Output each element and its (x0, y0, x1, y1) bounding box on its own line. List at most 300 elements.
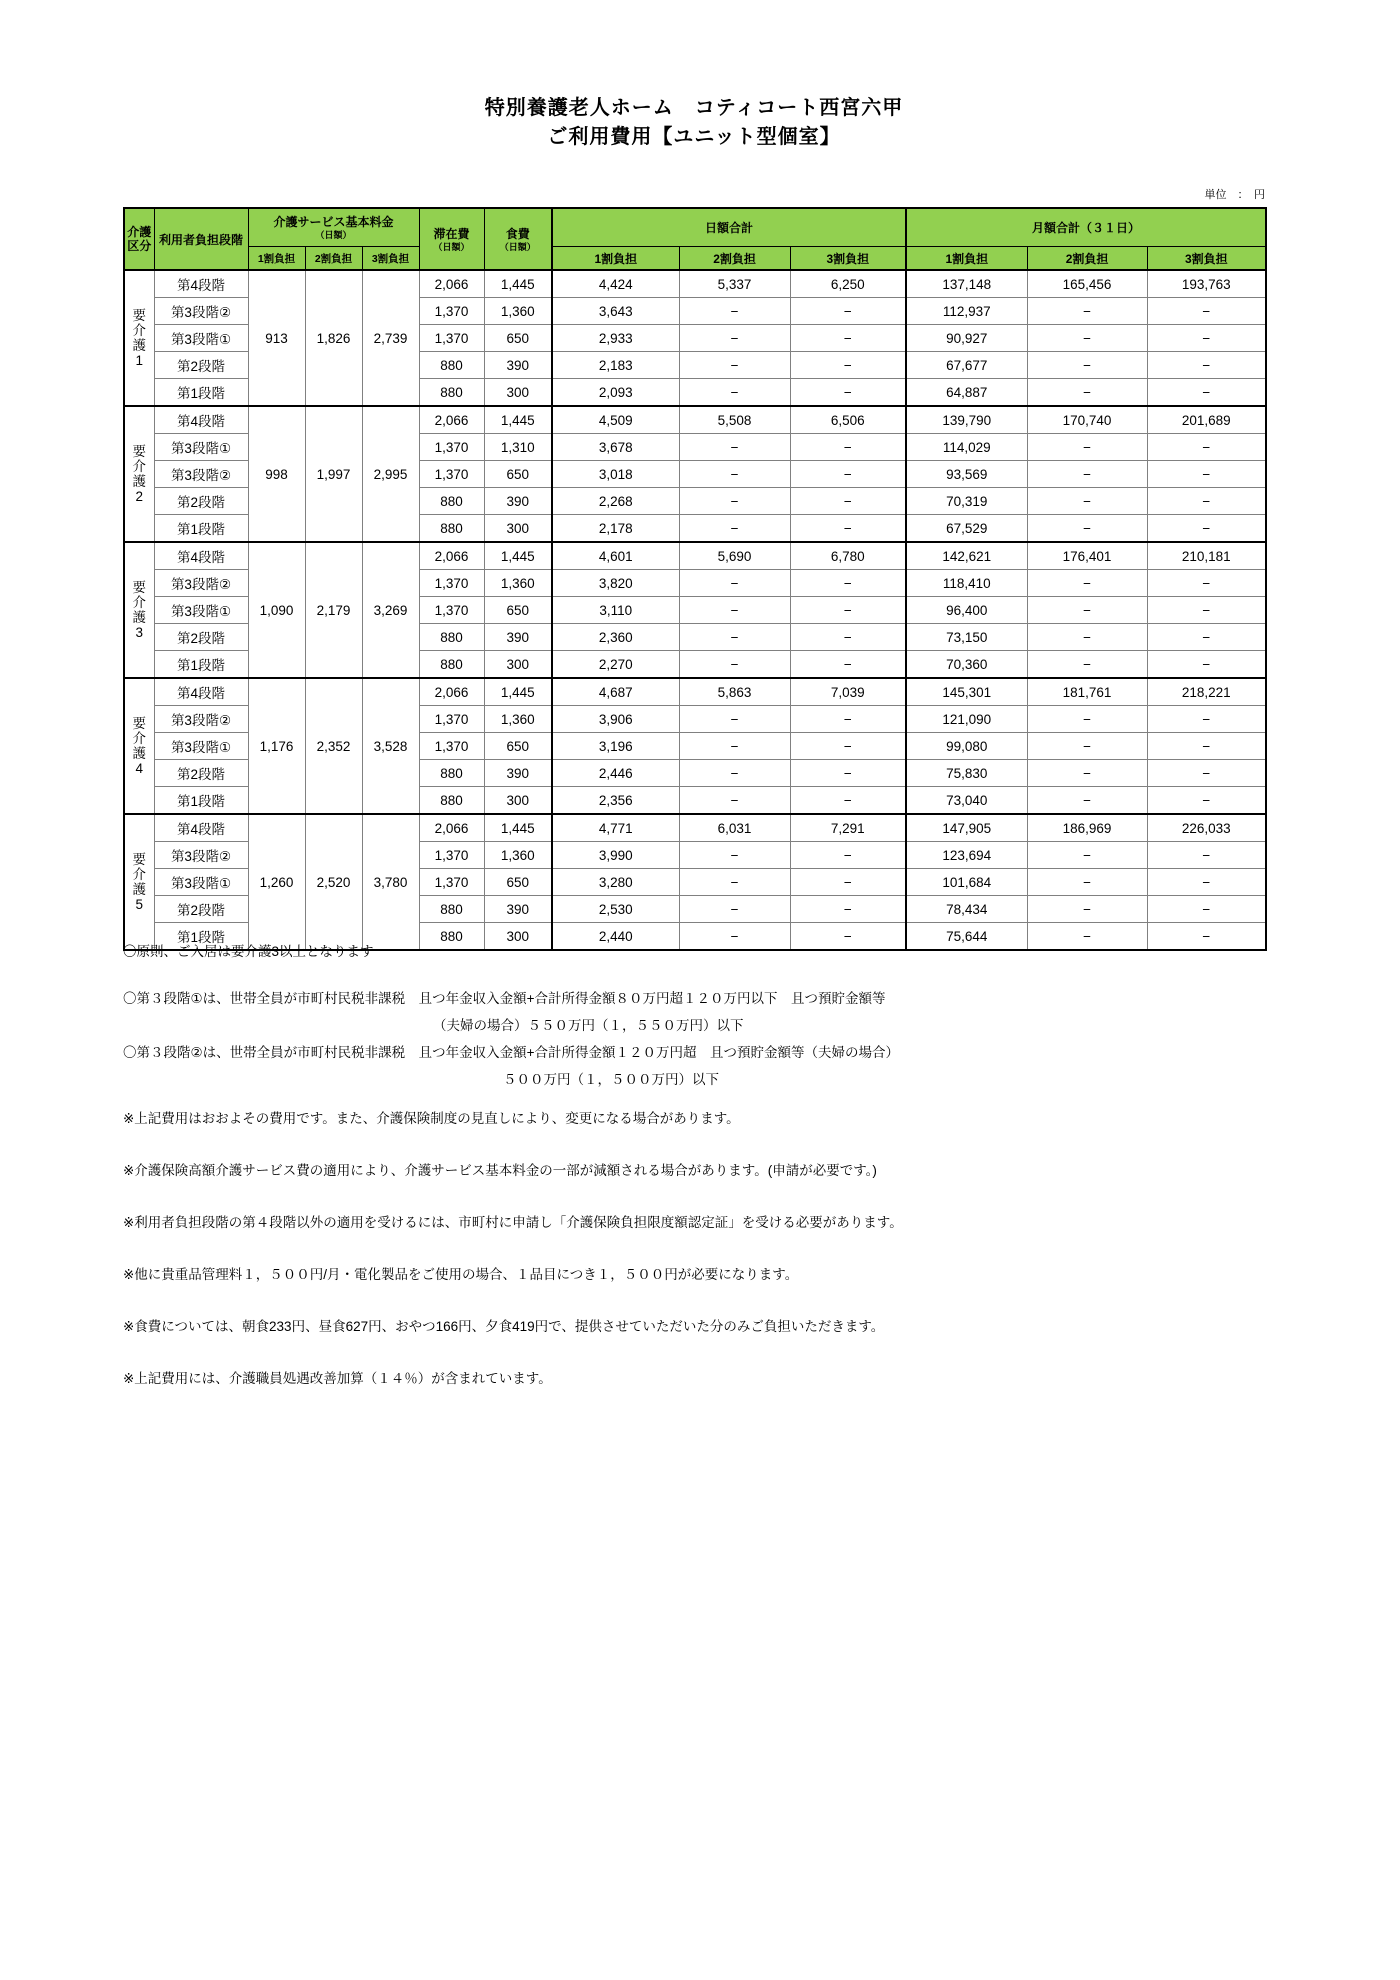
stay-fee-cell: 2,066 (419, 814, 484, 842)
monthly-total-cell-burden3: − (1147, 515, 1266, 543)
stay-fee-cell: 2,066 (419, 270, 484, 298)
care-level-char: 3 (135, 625, 143, 640)
daily-total-cell-burden2: − (679, 597, 790, 624)
monthly-total-cell-burden1: 64,887 (906, 379, 1027, 407)
stay-fee-cell: 880 (419, 379, 484, 407)
monthly-total-cell-burden3: − (1147, 706, 1266, 733)
col-header-daily-total: 日額合計 (552, 208, 906, 247)
burden-stage-cell: 第2段階 (154, 352, 248, 379)
monthly-total-cell-burden2: − (1027, 570, 1147, 597)
stay-fee-cell: 1,370 (419, 325, 484, 352)
daily-total-cell-burden1: 2,530 (552, 896, 679, 923)
daily-total-cell-burden3: − (790, 488, 906, 515)
meal-fee-cell: 650 (484, 461, 552, 488)
monthly-total-cell-burden2: 170,740 (1027, 406, 1147, 434)
note-stage3-1-continuation: （夫婦の場合）５５０万円（１，５５０万円）以下 (433, 1018, 744, 1033)
burden-stage-cell: 第1段階 (154, 787, 248, 815)
monthly-total-cell-burden2: − (1027, 651, 1147, 679)
stay-fee-cell: 1,370 (419, 733, 484, 760)
daily-total-cell-burden3: 6,780 (790, 542, 906, 570)
meal-fee-cell: 390 (484, 624, 552, 651)
note-treatment-improvement: ※上記費用には、介護職員処遇改善加算（１４％）が含まれています。 (123, 1371, 552, 1386)
subheader-monthly-burden-3: 3割負担 (1147, 247, 1266, 271)
meal-fee-cell: 1,360 (484, 706, 552, 733)
care-level-char: 要 (132, 580, 146, 595)
burden-stage-cell: 第1段階 (154, 651, 248, 679)
monthly-total-cell-burden3: − (1147, 352, 1266, 379)
monthly-total-cell-burden2: 176,401 (1027, 542, 1147, 570)
daily-total-cell-burden2: − (679, 352, 790, 379)
burden-stage-cell: 第4段階 (154, 542, 248, 570)
monthly-total-cell-burden3: 210,181 (1147, 542, 1266, 570)
daily-total-cell-burden2: − (679, 379, 790, 407)
daily-total-cell-burden3: − (790, 760, 906, 787)
subheader-monthly-burden-2: 2割負担 (1027, 247, 1147, 271)
daily-total-cell-burden1: 4,509 (552, 406, 679, 434)
monthly-total-cell-burden2: − (1027, 597, 1147, 624)
col-header-meal-fee (484, 208, 552, 270)
daily-total-cell-burden3: − (790, 706, 906, 733)
daily-total-cell-burden2: − (679, 570, 790, 597)
care-level-cell (124, 678, 154, 814)
monthly-total-cell-burden3: − (1147, 651, 1266, 679)
care-level-char: 1 (135, 353, 143, 368)
stay-fee-cell: 880 (419, 352, 484, 379)
daily-total-cell-burden1: 2,360 (552, 624, 679, 651)
base-fee-cell-burden3: 3,269 (362, 542, 419, 678)
base-fee-daily-note: （日額） (315, 230, 352, 240)
meal-fee-cell: 1,445 (484, 406, 552, 434)
base-fee-cell-burden3: 2,739 (362, 270, 419, 406)
daily-total-cell-burden3: − (790, 733, 906, 760)
daily-total-cell-burden2: − (679, 515, 790, 543)
monthly-total-cell-burden3: − (1147, 570, 1266, 597)
subheader-monthly-burden-1: 1割負担 (906, 247, 1027, 271)
care-level-char: 護 (132, 610, 146, 625)
daily-total-cell-burden3: 7,039 (790, 678, 906, 706)
daily-total-cell-burden1: 2,440 (552, 923, 679, 951)
daily-total-cell-burden2: 5,690 (679, 542, 790, 570)
meal-fee-cell: 300 (484, 515, 552, 543)
note-burden-limit-certification: ※利用者負担段階の第４段階以外の適用を受けるには、市町村に申請し「介護保険負担限度額認定証」を受ける必要があります。 (123, 1215, 903, 1230)
daily-total-cell-burden1: 2,268 (552, 488, 679, 515)
daily-total-cell-burden3: 7,291 (790, 814, 906, 842)
monthly-total-cell-burden2: − (1027, 787, 1147, 815)
monthly-total-cell-burden2: − (1027, 896, 1147, 923)
monthly-total-cell-burden1: 121,090 (906, 706, 1027, 733)
base-fee-label: 介護サービス基本料金 (273, 215, 394, 229)
daily-total-cell-burden3: − (790, 923, 906, 951)
monthly-total-cell-burden3: − (1147, 488, 1266, 515)
monthly-total-cell-burden2: − (1027, 298, 1147, 325)
monthly-total-cell-burden2: − (1027, 325, 1147, 352)
daily-total-cell-burden2: − (679, 760, 790, 787)
stay-fee-cell: 1,370 (419, 842, 484, 869)
monthly-total-cell-burden2: − (1027, 733, 1147, 760)
monthly-total-cell-burden2: 186,969 (1027, 814, 1147, 842)
stay-fee-cell: 880 (419, 923, 484, 951)
monthly-total-cell-burden3: − (1147, 896, 1266, 923)
care-level-cell (124, 406, 154, 542)
subheader-base-burden-3: 3割負担 (362, 247, 419, 271)
meal-fee-cell: 390 (484, 352, 552, 379)
stay-fee-cell: 2,066 (419, 542, 484, 570)
care-level-cell (124, 270, 154, 406)
stay-fee-label: 滞在費 (433, 226, 470, 241)
stay-fee-cell: 1,370 (419, 597, 484, 624)
monthly-total-cell-burden3: − (1147, 733, 1266, 760)
page-title-line1: 特別養護老人ホーム コティコート西宮六甲 (484, 97, 904, 119)
daily-total-cell-burden1: 3,820 (552, 570, 679, 597)
base-fee-cell-burden2: 1,997 (305, 406, 362, 542)
meal-fee-cell: 1,310 (484, 434, 552, 461)
daily-total-cell-burden1: 2,446 (552, 760, 679, 787)
fee-table-body (124, 270, 1266, 950)
meal-fee-cell: 650 (484, 733, 552, 760)
stay-fee-cell: 880 (419, 515, 484, 543)
burden-stage-cell: 第4段階 (154, 814, 248, 842)
meal-fee-cell: 390 (484, 760, 552, 787)
stay-fee-cell: 1,370 (419, 298, 484, 325)
care-level-char: 要 (132, 716, 146, 731)
daily-total-cell-burden2: − (679, 325, 790, 352)
monthly-total-cell-burden1: 147,905 (906, 814, 1027, 842)
monthly-total-cell-burden3: − (1147, 624, 1266, 651)
burden-stage-cell: 第1段階 (154, 923, 248, 951)
stay-fee-daily-note: （日額） (433, 241, 470, 252)
daily-total-cell-burden1: 2,178 (552, 515, 679, 543)
stay-fee-cell: 880 (419, 787, 484, 815)
daily-total-cell-burden1: 2,356 (552, 787, 679, 815)
daily-total-cell-burden2: − (679, 461, 790, 488)
monthly-total-cell-burden1: 139,790 (906, 406, 1027, 434)
daily-total-cell-burden1: 4,424 (552, 270, 679, 298)
daily-total-cell-burden1: 2,933 (552, 325, 679, 352)
monthly-total-cell-burden3: − (1147, 325, 1266, 352)
burden-stage-cell: 第2段階 (154, 896, 248, 923)
fee-table (123, 207, 1267, 951)
col-header-stay-fee (419, 208, 484, 270)
subheader-daily-burden-1: 1割負担 (552, 247, 679, 271)
monthly-total-cell-burden2: − (1027, 461, 1147, 488)
care-level-char: 要 (132, 852, 146, 867)
stay-fee-cell: 1,370 (419, 706, 484, 733)
monthly-total-cell-burden2: 165,456 (1027, 270, 1147, 298)
daily-total-cell-burden1: 2,270 (552, 651, 679, 679)
col-header-care-category (124, 208, 154, 270)
daily-total-cell-burden1: 3,990 (552, 842, 679, 869)
stay-fee-cell: 1,370 (419, 434, 484, 461)
stay-fee-cell: 1,370 (419, 461, 484, 488)
meal-fee-cell: 650 (484, 325, 552, 352)
base-fee-cell-burden2: 2,352 (305, 678, 362, 814)
monthly-total-cell-burden2: − (1027, 869, 1147, 896)
subheader-base-burden-1: 1割負担 (248, 247, 305, 271)
fee-table-wrap (123, 207, 1267, 951)
stay-fee-cell: 880 (419, 624, 484, 651)
daily-total-cell-burden3: − (790, 325, 906, 352)
note-valuables-fee: ※他に貴重品管理料１，５００円/月・電化製品をご使用の場合、１品目につき１，５００円が必要になります。 (123, 1267, 799, 1282)
meal-fee-daily-note: （日額） (499, 241, 536, 252)
note-fee-approximate: ※上記費用はおおよその費用です。また、介護保険制度の見直しにより、変更になる場合があります。 (123, 1111, 740, 1126)
page-title-line2: ご利用費用【ユニット型個室】 (547, 126, 841, 148)
monthly-total-cell-burden1: 114,029 (906, 434, 1027, 461)
daily-total-cell-burden2: − (679, 298, 790, 325)
daily-total-cell-burden1: 3,280 (552, 869, 679, 896)
monthly-total-cell-burden1: 67,529 (906, 515, 1027, 543)
subheader-daily-burden-2: 2割負担 (679, 247, 790, 271)
daily-total-cell-burden1: 3,678 (552, 434, 679, 461)
daily-total-cell-burden1: 3,196 (552, 733, 679, 760)
care-level-char: 2 (135, 489, 143, 504)
meal-fee-cell: 650 (484, 869, 552, 896)
daily-total-cell-burden3: − (790, 434, 906, 461)
monthly-total-cell-burden2: − (1027, 624, 1147, 651)
subheader-daily-burden-3: 3割負担 (790, 247, 906, 271)
meal-fee-cell: 300 (484, 787, 552, 815)
burden-stage-cell: 第3段階② (154, 298, 248, 325)
note-admission-requirement: 〇原則、ご入居は要介護3以上となります (123, 944, 374, 959)
meal-fee-cell: 1,445 (484, 814, 552, 842)
daily-total-cell-burden3: − (790, 624, 906, 651)
burden-stage-cell: 第4段階 (154, 406, 248, 434)
monthly-total-cell-burden1: 123,694 (906, 842, 1027, 869)
care-level-cell (124, 542, 154, 678)
meal-fee-cell: 300 (484, 379, 552, 407)
meal-fee-cell: 1,445 (484, 678, 552, 706)
care-level-char: 介 (132, 459, 146, 474)
daily-total-cell-burden2: − (679, 896, 790, 923)
daily-total-cell-burden3: − (790, 869, 906, 896)
monthly-total-cell-burden2: − (1027, 923, 1147, 951)
base-fee-cell-burden3: 3,780 (362, 814, 419, 950)
monthly-total-cell-burden2: − (1027, 352, 1147, 379)
monthly-total-cell-burden3: − (1147, 461, 1266, 488)
base-fee-cell-burden1: 1,260 (248, 814, 305, 950)
monthly-total-cell-burden1: 90,927 (906, 325, 1027, 352)
burden-stage-cell: 第3段階② (154, 461, 248, 488)
daily-total-cell-burden1: 3,018 (552, 461, 679, 488)
unit-label: 単位 ： 円 (1204, 189, 1265, 201)
stay-fee-cell: 2,066 (419, 406, 484, 434)
monthly-total-cell-burden1: 75,644 (906, 923, 1027, 951)
monthly-total-cell-burden2: − (1027, 488, 1147, 515)
meal-fee-cell: 650 (484, 597, 552, 624)
base-fee-cell-burden1: 998 (248, 406, 305, 542)
daily-total-cell-burden1: 4,771 (552, 814, 679, 842)
monthly-total-cell-burden2: 181,761 (1027, 678, 1147, 706)
burden-stage-cell: 第3段階② (154, 570, 248, 597)
base-fee-cell-burden1: 1,090 (248, 542, 305, 678)
monthly-total-cell-burden3: − (1147, 298, 1266, 325)
monthly-total-cell-burden1: 67,677 (906, 352, 1027, 379)
stay-fee-cell: 880 (419, 760, 484, 787)
daily-total-cell-burden2: 5,863 (679, 678, 790, 706)
burden-stage-cell: 第3段階① (154, 733, 248, 760)
monthly-total-cell-burden1: 101,684 (906, 869, 1027, 896)
burden-stage-cell: 第1段階 (154, 379, 248, 407)
monthly-total-cell-burden3: − (1147, 869, 1266, 896)
daily-total-cell-burden1: 4,687 (552, 678, 679, 706)
subheader-base-burden-2: 2割負担 (305, 247, 362, 271)
daily-total-cell-burden2: 5,508 (679, 406, 790, 434)
meal-fee-cell: 390 (484, 488, 552, 515)
monthly-total-cell-burden1: 93,569 (906, 461, 1027, 488)
monthly-total-cell-burden3: − (1147, 787, 1266, 815)
meal-fee-cell: 1,360 (484, 570, 552, 597)
daily-total-cell-burden2: − (679, 842, 790, 869)
daily-total-cell-burden2: − (679, 434, 790, 461)
burden-stage-cell: 第3段階① (154, 869, 248, 896)
care-level-char: 要 (132, 308, 146, 323)
monthly-total-cell-burden2: − (1027, 760, 1147, 787)
stay-fee-cell: 1,370 (419, 570, 484, 597)
monthly-total-cell-burden3: − (1147, 597, 1266, 624)
base-fee-cell-burden1: 913 (248, 270, 305, 406)
monthly-total-cell-burden1: 70,319 (906, 488, 1027, 515)
daily-total-cell-burden3: − (790, 352, 906, 379)
burden-stage-cell: 第4段階 (154, 678, 248, 706)
monthly-total-cell-burden1: 137,148 (906, 270, 1027, 298)
monthly-total-cell-burden2: − (1027, 842, 1147, 869)
base-fee-cell-burden2: 1,826 (305, 270, 362, 406)
monthly-total-cell-burden3: 193,763 (1147, 270, 1266, 298)
care-level-char: 護 (132, 746, 146, 761)
monthly-total-cell-burden1: 73,150 (906, 624, 1027, 651)
daily-total-cell-burden2: − (679, 923, 790, 951)
daily-total-cell-burden1: 3,906 (552, 706, 679, 733)
meal-fee-cell: 1,445 (484, 542, 552, 570)
monthly-total-cell-burden1: 145,301 (906, 678, 1027, 706)
monthly-total-cell-burden1: 118,410 (906, 570, 1027, 597)
monthly-total-cell-burden3: − (1147, 923, 1266, 951)
burden-stage-cell: 第2段階 (154, 624, 248, 651)
daily-total-cell-burden2: − (679, 488, 790, 515)
base-fee-cell-burden2: 2,179 (305, 542, 362, 678)
daily-total-cell-burden3: 6,506 (790, 406, 906, 434)
col-header-burden-stage: 利用者負担段階 (154, 208, 248, 270)
care-category-line1: 介護 (127, 225, 152, 239)
care-level-char: 護 (132, 474, 146, 489)
daily-total-cell-burden1: 3,110 (552, 597, 679, 624)
care-level-char: 介 (132, 595, 146, 610)
meal-fee-label: 食費 (505, 226, 530, 241)
burden-stage-cell: 第2段階 (154, 760, 248, 787)
stay-fee-cell: 880 (419, 896, 484, 923)
base-fee-cell-burden1: 1,176 (248, 678, 305, 814)
col-header-base-fee (248, 208, 419, 247)
care-level-char: 4 (135, 761, 143, 776)
monthly-total-cell-burden1: 96,400 (906, 597, 1027, 624)
stay-fee-cell: 880 (419, 488, 484, 515)
daily-total-cell-burden3: − (790, 896, 906, 923)
burden-stage-cell: 第2段階 (154, 488, 248, 515)
monthly-total-cell-burden3: 218,221 (1147, 678, 1266, 706)
daily-total-cell-burden1: 4,601 (552, 542, 679, 570)
col-header-monthly-total: 月額合計（３１日） (906, 208, 1266, 247)
care-level-char: 介 (132, 323, 146, 338)
burden-stage-cell: 第3段階① (154, 434, 248, 461)
daily-total-cell-burden3: − (790, 651, 906, 679)
stay-fee-cell: 880 (419, 651, 484, 679)
stay-fee-cell: 2,066 (419, 678, 484, 706)
monthly-total-cell-burden1: 112,937 (906, 298, 1027, 325)
monthly-total-cell-burden1: 73,040 (906, 787, 1027, 815)
monthly-total-cell-burden1: 99,080 (906, 733, 1027, 760)
care-level-char: 介 (132, 731, 146, 746)
meal-fee-cell: 1,360 (484, 298, 552, 325)
daily-total-cell-burden3: 6,250 (790, 270, 906, 298)
care-level-cell (124, 814, 154, 950)
page-title (123, 94, 1265, 152)
care-level-char: 護 (132, 338, 146, 353)
monthly-total-cell-burden2: − (1027, 379, 1147, 407)
daily-total-cell-burden3: − (790, 515, 906, 543)
monthly-total-cell-burden3: 201,689 (1147, 406, 1266, 434)
base-fee-cell-burden2: 2,520 (305, 814, 362, 950)
daily-total-cell-burden2: − (679, 733, 790, 760)
daily-total-cell-burden2: − (679, 651, 790, 679)
note-high-cost-service: ※介護保険高額介護サービス費の適用により、介護サービス基本料金の一部が減額される場合があります。(申請が必要です。) (123, 1163, 877, 1178)
base-fee-cell-burden3: 3,528 (362, 678, 419, 814)
care-level-char: 介 (132, 867, 146, 882)
burden-stage-cell: 第4段階 (154, 270, 248, 298)
note-stage3-2: 〇第３段階②は、世帯全員が市町村民税非課税 且つ年金収入金額+合計所得金額１２０万円超 且つ預貯金額等（夫婦の場合） (123, 1045, 899, 1060)
daily-total-cell-burden3: − (790, 379, 906, 407)
meal-fee-cell: 390 (484, 896, 552, 923)
note-meal-fee-breakdown: ※食費については、朝食233円、昼食627円、おやつ166円、夕食419円で、提供させていただいた分のみご負担いただきます。 (123, 1319, 885, 1334)
monthly-total-cell-burden1: 142,621 (906, 542, 1027, 570)
daily-total-cell-burden2: − (679, 787, 790, 815)
daily-total-cell-burden1: 2,183 (552, 352, 679, 379)
care-level-char: 要 (132, 444, 146, 459)
daily-total-cell-burden2: − (679, 706, 790, 733)
daily-total-cell-burden2: − (679, 624, 790, 651)
daily-total-cell-burden2: 6,031 (679, 814, 790, 842)
meal-fee-cell: 300 (484, 651, 552, 679)
daily-total-cell-burden3: − (790, 842, 906, 869)
daily-total-cell-burden3: − (790, 787, 906, 815)
monthly-total-cell-burden1: 75,830 (906, 760, 1027, 787)
meal-fee-cell: 300 (484, 923, 552, 951)
daily-total-cell-burden3: − (790, 298, 906, 325)
care-level-char: 5 (135, 897, 143, 912)
notes-section (123, 938, 1323, 1392)
burden-stage-cell: 第3段階② (154, 706, 248, 733)
monthly-total-cell-burden2: − (1027, 434, 1147, 461)
meal-fee-cell: 1,360 (484, 842, 552, 869)
daily-total-cell-burden1: 3,643 (552, 298, 679, 325)
monthly-total-cell-burden2: − (1027, 515, 1147, 543)
daily-total-cell-burden2: 5,337 (679, 270, 790, 298)
meal-fee-cell: 1,445 (484, 270, 552, 298)
monthly-total-cell-burden3: − (1147, 379, 1266, 407)
daily-total-cell-burden3: − (790, 461, 906, 488)
daily-total-cell-burden2: − (679, 869, 790, 896)
care-level-char: 護 (132, 882, 146, 897)
monthly-total-cell-burden3: − (1147, 842, 1266, 869)
burden-stage-cell: 第3段階② (154, 842, 248, 869)
burden-stage-cell: 第1段階 (154, 515, 248, 543)
base-fee-cell-burden3: 2,995 (362, 406, 419, 542)
care-category-line2: 区分 (127, 239, 152, 253)
monthly-total-cell-burden2: − (1027, 706, 1147, 733)
note-stage3-2-continuation: ５００万円（１，５００万円）以下 (503, 1072, 719, 1087)
monthly-total-cell-burden1: 70,360 (906, 651, 1027, 679)
daily-total-cell-burden3: − (790, 597, 906, 624)
monthly-total-cell-burden3: − (1147, 434, 1266, 461)
burden-stage-cell: 第3段階① (154, 325, 248, 352)
